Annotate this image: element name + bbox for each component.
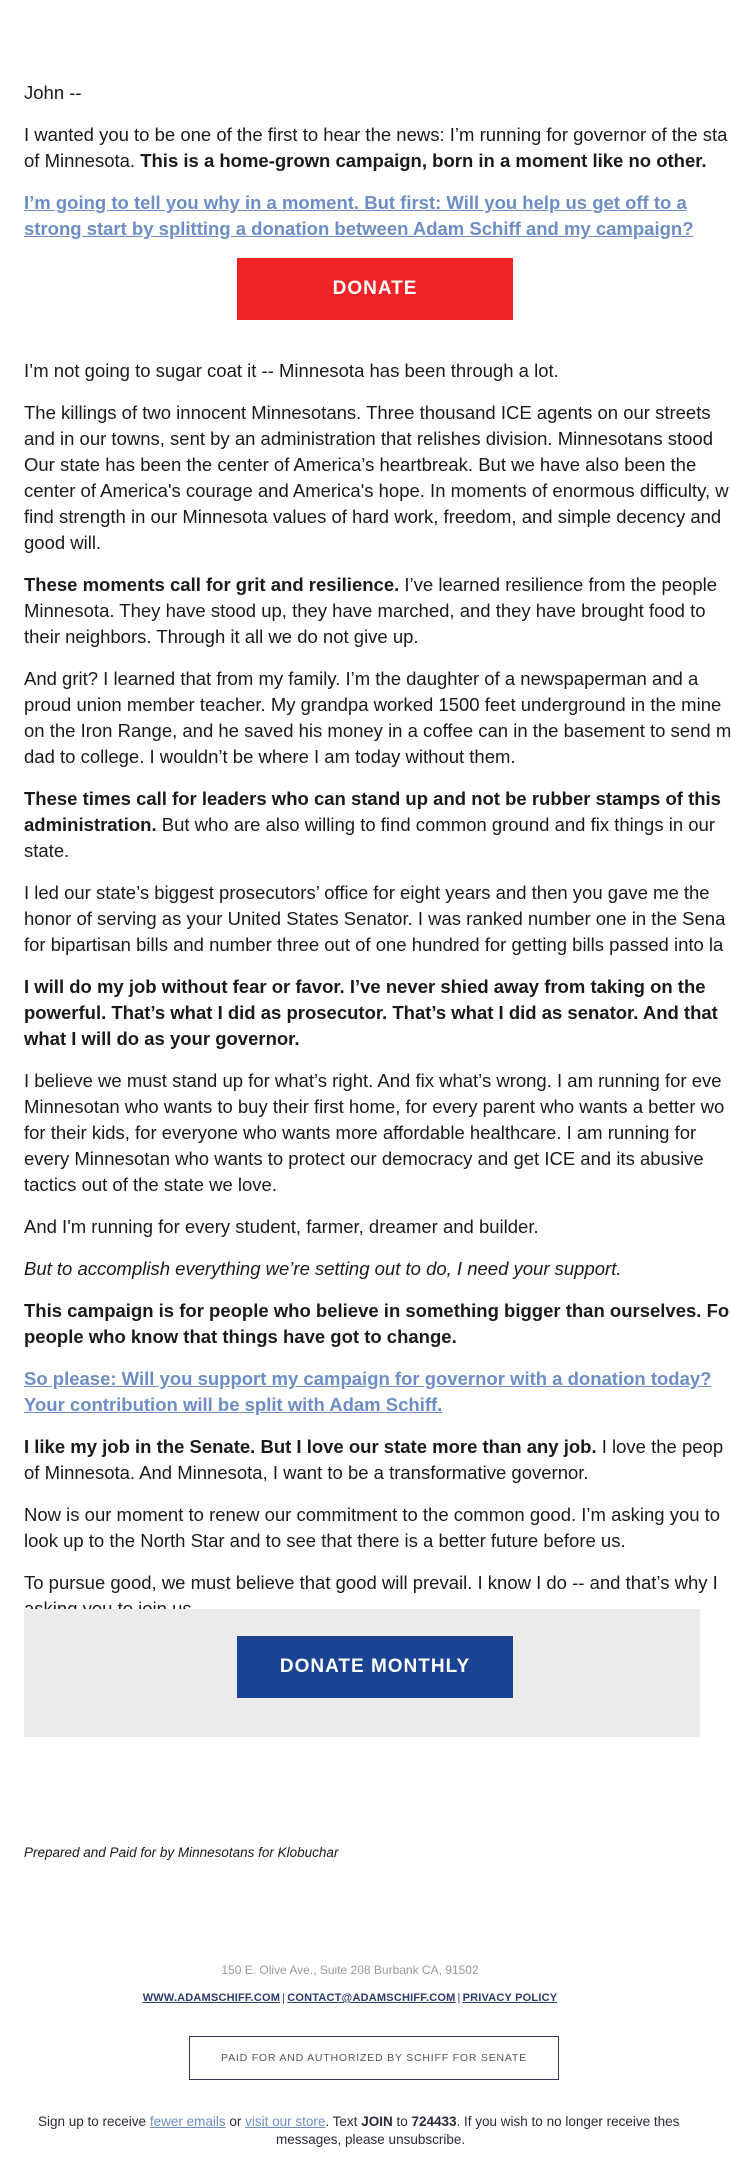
email-body: [24, 80, 731, 1680]
paragraph-sugar-coat: I’m not going to sugar coat it -- Minnesota has been through a lot.: [24, 360, 559, 381]
prepared-paid-disclaimer: Prepared and Paid for by Minnesotans for Klobuchar: [24, 1845, 339, 1860]
paragraph-bigger: This campaign is for people who believe in something bigger than ourselves. Fo people who know that things have got to change.: [24, 1300, 730, 1347]
paragraph-stand-up: I believe we must stand up for what’s right. And fix what’s wrong. I am running for eve Minnesotan who wants to buy their first home, for every parent who wants a better wo for their kids, for everyone who wants more affordable healthcare. I am running for every Minnesotan who wants to protect our democracy and get ICE and its abusive tactics out of the state we love.: [24, 1070, 725, 1195]
footer-address: 150 E. Olive Ave., Suite 208 Burbank CA, 91502: [221, 1963, 479, 1977]
visit-store-link[interactable]: visit our store: [245, 2114, 326, 2129]
paragraph-grit-resilience: These moments call for grit and resilience. I’ve learned resilience from the people Minnesota. They have stood up, they have marched, and they have brought food to their neighbors. Through it all we do not give up.: [24, 574, 718, 647]
support-campaign-link[interactable]: [24, 1366, 714, 1418]
donate-button-row: [24, 258, 714, 352]
support-campaign-link-line-2[interactable]: Your contribution will be split with Adam Schiff.: [24, 1394, 443, 1415]
paragraph-family: And grit? I learned that from my family. I’m the daughter of a newspaperman and a proud union member teacher. My grandpa worked 1500 feet underground in the mine on the Iron Range, and he saved his money in a coffee can in the basement to send m dad to college. I wouldn’t be where I am today without them.: [24, 668, 731, 767]
split-donation-link[interactable]: [24, 190, 714, 242]
paragraph-senate: I like my job in the Senate. But I love our state more than any job. I love the peop of Minnesota. And Minnesota, I want to be a transformative governor.: [24, 1436, 724, 1483]
link-separator: |: [457, 1992, 461, 2004]
paragraph-running-for: And I'm running for every student, farmer, dreamer and builder.: [24, 1216, 539, 1237]
paragraph-killings: The killings of two innocent Minnesotans. Three thousand ICE agents on our streets and in our towns, sent by an administration that relishes division. Minnesotans stood Our state has been the center of America’s heartbreak. But we have also been the center of America's courage and America's hope. In moments of enormous difficulty, w find strength in our Minnesota values of hard work, freedom, and simple decency and good will.: [24, 402, 729, 553]
paragraph-need-support: But to accomplish everything we’re setting out to do, I need your support.: [24, 1258, 622, 1279]
website-link[interactable]: WWW.ADAMSCHIFF.COM: [142, 1992, 281, 2004]
fewer-emails-link[interactable]: fewer emails: [149, 2114, 226, 2129]
paragraph-pursue-good: To pursue good, we must believe that good will prevail. I know I do -- and that’s why I: [24, 1572, 718, 1593]
paragraph-without-fear: I will do my job without fear or favor. I’ve never shied away from taking on the powerful. That’s what I did as prosecutor. That’s what I did as senator. And that what I will do as your governor.: [24, 976, 718, 1049]
donate-button[interactable]: DONATE: [237, 258, 513, 320]
paragraph-prosecutor: I led our state’s biggest prosecutors’ office for eight years and then you gave me the honor of serving as your United States Senator. I was ranked number one in the Sena for bipartisan bills and number three out of one hundred for getting bills passed into la: [24, 882, 726, 955]
paragraph-leaders: These times call for leaders who can stand up and not be rubber stamps of this administration. But who are also willing to find common ground and fix things in our state.: [24, 788, 721, 861]
intro-paragraph: I wanted you to be one of the first to hear the news: I’m running for governor of the sta of Minnesota. This is a home-grown campaign, born in a moment like no other.: [24, 124, 728, 171]
split-donation-link-line-1[interactable]: I’m going to tell you why in a moment. But first: Will you help us get off to a: [24, 192, 687, 213]
link-separator: |: [282, 1992, 286, 2004]
footer-links: [0, 1992, 700, 2004]
support-campaign-link-line-1[interactable]: So please: Will you support my campaign for governor with a donation today?: [24, 1368, 712, 1389]
donate-monthly-button[interactable]: DONATE MONTHLY: [237, 1636, 513, 1698]
greeting: John --: [24, 82, 82, 103]
privacy-policy-link[interactable]: PRIVACY POLICY: [462, 1992, 558, 2004]
signup-text: Sign up to receive fewer emails or visit our store. Text JOIN to 724433. If you wish to no longer receive thes messages, please unsubscribe.: [38, 2114, 680, 2147]
paragraph-north-star: Now is our moment to renew our commitment to the common good. I’m asking you to look up to the North Star and to see that there is a better future before us.: [24, 1504, 721, 1551]
contact-email-link[interactable]: CONTACT@ADAMSCHIFF.COM: [287, 1992, 456, 2004]
paid-for-disclaimer-box: PAID FOR AND AUTHORIZED BY SCHIFF FOR SENATE: [189, 2036, 559, 2080]
donate-monthly-section: [24, 1609, 700, 1737]
split-donation-link-line-2[interactable]: strong start by splitting a donation between Adam Schiff and my campaign?: [24, 218, 694, 239]
